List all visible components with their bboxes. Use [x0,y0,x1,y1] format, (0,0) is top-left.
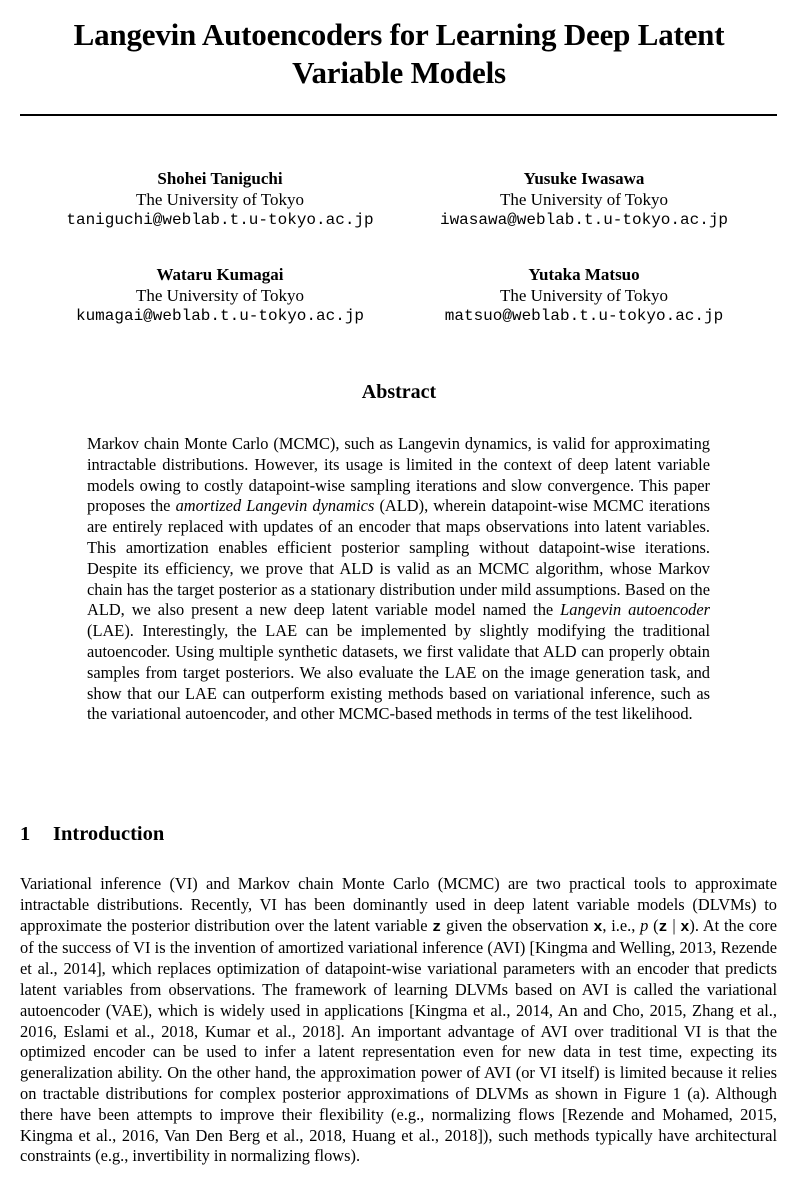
intro-text: , i.e., [602,915,641,935]
author-email: taniguchi@weblab.t.u-tokyo.ac.jp [66,211,374,229]
paper-title [20,16,778,92]
section-number: 1 [20,823,31,845]
abstract-text: Markov chain Monte Carlo (MCMC), such as Langevin dynamics, is valid for approximating intractable distributions. However, its usage is limited in the context of deep latent variable models owing to costly datapoint-wise sampling iterations and slow convergence. This paper proposes the [87,434,710,516]
intro-text: given the observation [441,915,594,935]
introduction-body [20,874,777,1167]
author-name: Shohei Taniguchi [157,169,283,188]
author-block [404,264,764,327]
title-rule [20,114,777,116]
intro-text: ( [648,915,659,935]
abstract-text: (ALD), wherein datapoint-wise MCMC iterations are entirely replaced with updates of an encoder that maps observations into latent variables. This amortization enables efficient posterior sampling without datapoint-wise iterations. Despite its efficiency, we prove that ALD is valid as an MCMC algorithm, whose Markov chain has the target posterior as a stationary distribution under mild assumptions. Based on the ALD, we also present a new deep latent variable model named the [87,496,710,620]
author-block [40,264,400,327]
math-symbol: x [680,918,690,936]
author-affiliation: The University of Tokyo [136,286,304,305]
author-email: iwasawa@weblab.t.u-tokyo.ac.jp [439,211,729,229]
author-email: matsuo@weblab.t.u-tokyo.ac.jp [444,307,724,325]
abstract-emphasis: amortized Langevin dynamics [175,496,375,516]
section-heading [20,821,164,847]
section-title: Introduction [53,823,165,845]
abstract-body [87,434,710,725]
author-name: Yusuke Iwasawa [523,169,645,188]
paper-title-line-2: Variable Models [292,55,506,90]
author-affiliation: The University of Tokyo [136,190,304,209]
author-name: Yutaka Matsuo [528,265,640,284]
author-block [404,168,764,231]
math-symbol: z [658,918,668,936]
math-symbol: p [640,915,649,935]
author-affiliation: The University of Tokyo [500,190,668,209]
author-email: kumagai@weblab.t.u-tokyo.ac.jp [75,307,365,325]
author-block [40,168,400,231]
math-symbol: x [593,918,603,936]
abstract-emphasis: Langevin autoencoder [560,600,710,620]
intro-text: | [667,915,681,935]
paper-title-line-1: Langevin Autoencoders for Learning Deep Latent [73,17,725,52]
abstract-heading: Abstract [361,381,437,403]
intro-text: ). At the core of the success of VI is the invention of amortized variational inference (AVI) [Kingma and Welling, 2013, Rezende et al., 2014], which replaces optimization of datapoint-wise variational parameters with an encoder that predicts latent variables from observations. The framework of learning DLVMs based on AVI is called the variational autoencoder (VAE), which is widely used in applications [Kingma et al., 2014, An and Cho, 2015, Zhang et al., 2016, Eslami et al., 2018, Kumar et al., 2018]. An important advantage of AVI over traditional VI is that the optimized encoder can be used to infer a latent representation even for new data in test time, expecting its generalization ability. On the other hand, the approximation power of AVI (or VI itself) is limited because it relies on tractable distributions for complex posterior approximations of DLVMs as shown in Figure 1 (a). Although there have been attempts to improve their flexibility (e.g., normalizing flows [Rezende and Mohamed, 2015, Kingma et al., 2016, Van Den Berg et al., 2018, Huang et al., 2018]), such methods typically have architectural constraints (e.g., invertibility in normalizing flows). [20,915,777,1166]
abstract-text: (LAE). Interestingly, the LAE can be implemented by slightly modifying the traditional autoencoder. Using multiple synthetic datasets, we first validate that ALD can properly obtain samples from target posteriors. We also evaluate the LAE on the image generation task, and show that our LAE can outperform existing methods based on variational inference, such as the variational autoencoder, and other MCMC-based methods in terms of the test likelihood. [87,621,710,724]
math-symbol: z [432,918,442,936]
intro-text: Variational inference (VI) and Markov chain Monte Carlo (MCMC) are two practical tools to approximate intractable distributions. Recently, VI has been dominantly used in deep latent variable models (DLVMs) to approximate the posterior distribution over the latent variable [20,874,777,935]
author-affiliation: The University of Tokyo [500,286,668,305]
author-name: Wataru Kumagai [156,265,284,284]
